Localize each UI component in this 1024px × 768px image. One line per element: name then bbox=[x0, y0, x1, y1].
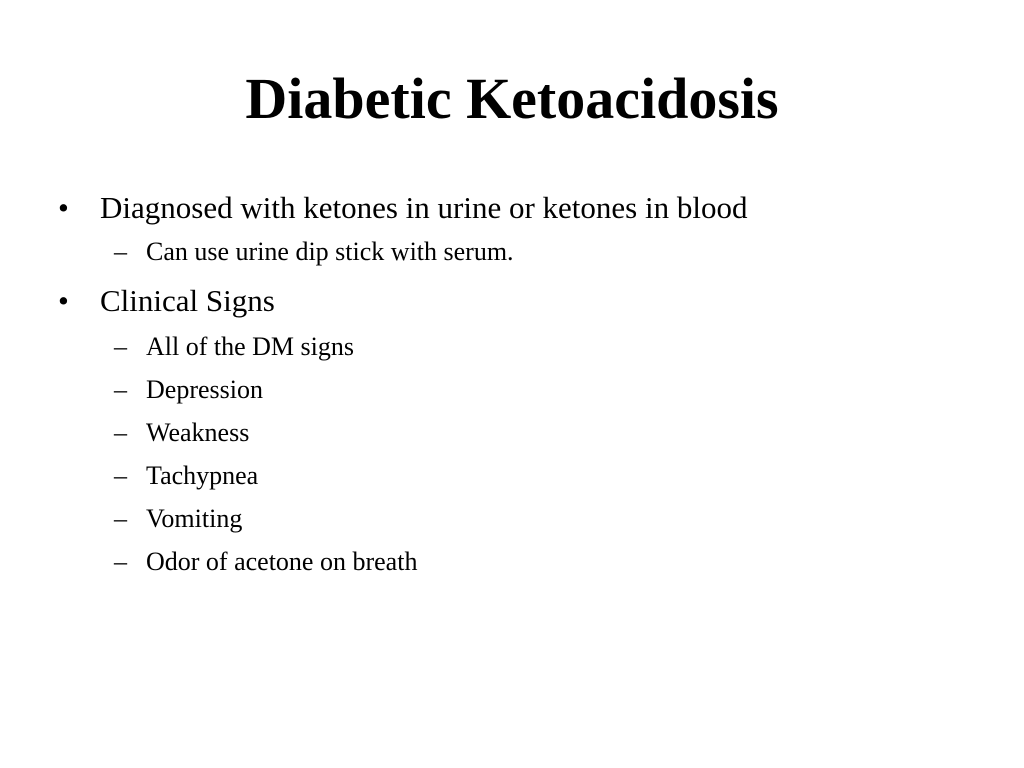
sub-item bbox=[58, 454, 978, 497]
sub-item-text: All of the DM signs bbox=[146, 332, 354, 361]
bullet-item bbox=[58, 281, 978, 321]
dash-icon: – bbox=[114, 237, 127, 266]
bullet-text: Clinical Signs bbox=[100, 283, 275, 318]
bullet-dot-icon: • bbox=[58, 283, 69, 318]
bullet-text: Diagnosed with ketones in urine or ketones in blood bbox=[100, 190, 748, 225]
sub-item bbox=[58, 411, 978, 454]
bullet-dot-icon: • bbox=[58, 190, 69, 225]
sub-list bbox=[58, 232, 978, 272]
sub-item-text: Can use urine dip stick with serum. bbox=[146, 237, 514, 266]
sub-item bbox=[58, 325, 978, 368]
dash-icon: – bbox=[114, 504, 127, 533]
sub-item-text: Odor of acetone on breath bbox=[146, 547, 418, 576]
dash-icon: – bbox=[114, 418, 127, 447]
sub-item-text: Depression bbox=[146, 375, 263, 404]
bullet-item bbox=[58, 188, 978, 228]
dash-icon: – bbox=[114, 461, 127, 490]
dash-icon: – bbox=[114, 547, 127, 576]
dash-icon: – bbox=[114, 332, 127, 361]
slide-content bbox=[58, 188, 978, 592]
sub-item bbox=[58, 232, 978, 272]
dash-icon: – bbox=[114, 375, 127, 404]
slide-title: Diabetic Ketoacidosis bbox=[245, 66, 779, 131]
sub-item-text: Weakness bbox=[146, 418, 250, 447]
sub-item bbox=[58, 540, 978, 583]
sub-item-text: Vomiting bbox=[146, 504, 243, 533]
sub-item bbox=[58, 497, 978, 540]
sub-list bbox=[58, 325, 978, 583]
sub-item bbox=[58, 368, 978, 411]
sub-item-text: Tachypnea bbox=[146, 461, 259, 490]
